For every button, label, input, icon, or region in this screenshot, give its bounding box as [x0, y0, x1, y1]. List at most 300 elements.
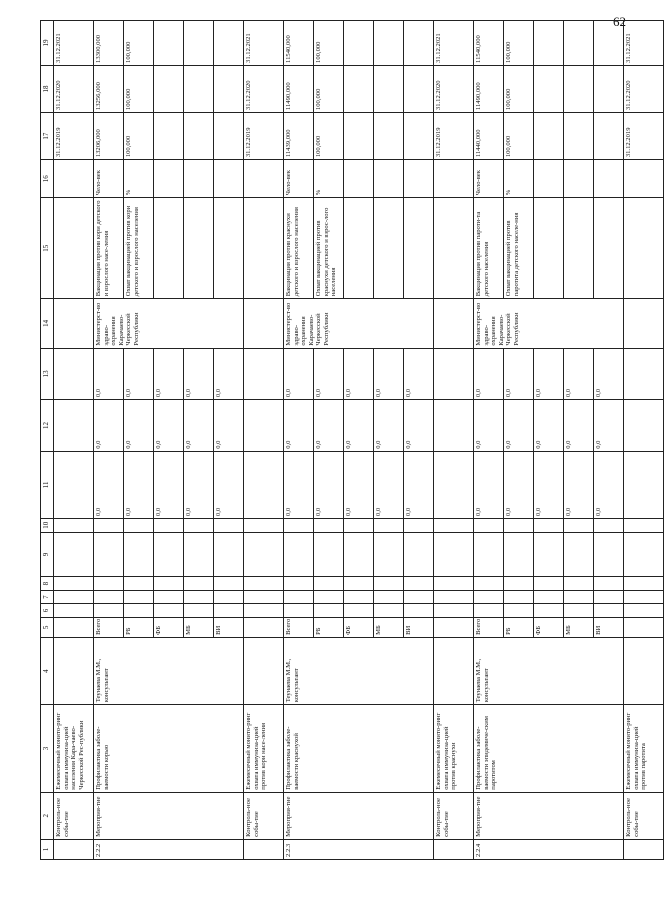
empty-cell — [404, 519, 434, 532]
indicator-unit-cell: % — [504, 160, 534, 198]
finance-source-cell: Всего — [94, 617, 124, 637]
row-name-cell: Ежемесячный монито-ринг охвата иммуниза-цией населения Кара-чаево-Черкесской Рес-публики — [54, 705, 94, 792]
empty-cell — [184, 577, 214, 590]
empty-cell — [184, 113, 214, 160]
finance-value-cell: 0,0 — [534, 348, 564, 400]
empty-cell — [624, 160, 664, 198]
indicator-unit-cell: Чело-век — [94, 160, 124, 198]
control-event-row — [434, 21, 474, 860]
empty-cell — [214, 519, 244, 532]
date-2021-cell: 31.12.2021 — [624, 21, 664, 66]
empty-cell — [344, 519, 374, 532]
finance-value-cell: 0,0 — [314, 451, 344, 518]
empty-cell — [404, 532, 434, 577]
responsible-cell: Теунаева М.М., консультант — [94, 637, 244, 704]
indicator-unit-cell: % — [314, 160, 344, 198]
finance-value-cell: 0,0 — [404, 400, 434, 452]
row-type-cell: Мероприя-тие — [284, 792, 434, 839]
indicator-2019-cell: 13206,000 — [94, 113, 124, 160]
date-2021-cell: 31.12.2021 — [54, 21, 94, 66]
empty-cell — [54, 400, 94, 452]
header-cell: 6 — [41, 604, 54, 617]
empty-cell — [154, 21, 184, 66]
empty-cell — [244, 198, 284, 299]
empty-cell — [564, 113, 594, 160]
header-cell: 17 — [41, 113, 54, 160]
finance-value-cell: 0,0 — [534, 451, 564, 518]
empty-cell — [344, 532, 374, 577]
empty-cell — [344, 21, 374, 66]
finance-value-cell: 0,0 — [564, 348, 594, 400]
empty-cell — [244, 577, 284, 590]
empty-cell — [504, 519, 534, 532]
empty-cell — [564, 532, 594, 577]
column-number-row — [41, 21, 54, 860]
finance-value-cell: 0,0 — [284, 348, 314, 400]
empty-cell — [534, 160, 564, 198]
table-body — [41, 21, 664, 860]
finance-value-cell: 0,0 — [344, 400, 374, 452]
finance-value-cell: 0,0 — [124, 451, 154, 518]
empty-cell — [564, 590, 594, 603]
finance-source-cell: РБ — [314, 617, 344, 637]
indicator-2020-cell: 100,000 — [314, 65, 344, 112]
empty-cell — [184, 604, 214, 617]
date-2020-cell: 31.12.2020 — [624, 65, 664, 112]
finance-value-cell: 0,0 — [594, 400, 624, 452]
row-number-cell — [244, 839, 284, 859]
finance-value-cell: 0,0 — [504, 400, 534, 452]
empty-cell — [434, 160, 474, 198]
finance-value-cell: 0,0 — [344, 348, 374, 400]
header-cell: 19 — [41, 21, 54, 66]
empty-cell — [344, 590, 374, 603]
empty-cell — [54, 532, 94, 577]
finance-value-cell: 0,0 — [474, 400, 504, 452]
date-2019-cell: 31.12.2019 — [244, 113, 284, 160]
indicator-unit-cell: Чело-век — [474, 160, 504, 198]
finance-value-cell: 0,0 — [314, 400, 344, 452]
empty-cell — [214, 198, 244, 299]
row-name-cell: Ежемесячный монито-ринг охвата иммуниза-цией против кори насе-ления — [244, 705, 284, 792]
empty-cell — [594, 113, 624, 160]
finance-source-cell: Всего — [474, 617, 504, 637]
finance-value-cell: 0,0 — [404, 451, 434, 518]
empty-cell — [624, 451, 664, 518]
responsible-cell: Теунаева М.М., консультант — [284, 637, 434, 704]
empty-cell — [374, 198, 404, 299]
empty-cell — [594, 577, 624, 590]
empty-cell — [284, 519, 314, 532]
indicator-2021-cell: 13300,000 — [94, 21, 124, 66]
empty-cell — [434, 299, 474, 348]
empty-cell — [54, 198, 94, 299]
empty-cell — [434, 400, 474, 452]
empty-cell — [564, 519, 594, 532]
row-name-cell: Ежемесячный монито-ринг охвата иммуниза-цией против паротита — [624, 705, 664, 792]
empty-cell — [94, 532, 124, 577]
indicator-2021-cell: 11540,000 — [284, 21, 314, 66]
indicator-2020-cell: 11490,000 — [284, 65, 314, 112]
empty-cell — [404, 577, 434, 590]
indicator-name-cell: Охват вакцинацией против кори детского и взрослого населения — [124, 198, 154, 299]
empty-cell — [314, 590, 344, 603]
row-type-cell: Мероприя-тие — [474, 792, 624, 839]
indicator-2020-cell: 100,000 — [504, 65, 534, 112]
row-type-cell: Контроль-ное собы-тие — [54, 792, 94, 839]
indicator-2020-cell: 13256,000 — [94, 65, 124, 112]
row-type-cell: Контроль-ное собы-тие — [434, 792, 474, 839]
empty-cell — [244, 299, 284, 348]
empty-cell — [474, 577, 504, 590]
empty-cell — [244, 519, 284, 532]
empty-cell — [154, 160, 184, 198]
row-number-cell — [624, 839, 664, 859]
empty-cell — [434, 590, 474, 603]
empty-cell — [344, 160, 374, 198]
empty-cell — [404, 198, 434, 299]
empty-cell — [54, 590, 94, 603]
empty-cell — [624, 198, 664, 299]
empty-cell — [374, 532, 404, 577]
finance-value-cell: 0,0 — [314, 348, 344, 400]
header-cell: 1 — [41, 839, 54, 859]
empty-cell — [244, 348, 284, 400]
empty-cell — [344, 65, 374, 112]
empty-cell — [594, 532, 624, 577]
empty-cell — [624, 400, 664, 452]
finance-source-cell: РБ — [124, 617, 154, 637]
empty-cell — [504, 577, 534, 590]
empty-cell — [564, 604, 594, 617]
header-cell: 4 — [41, 637, 54, 704]
indicator-2019-cell: 100,000 — [124, 113, 154, 160]
empty-cell — [124, 590, 154, 603]
header-cell: 8 — [41, 577, 54, 590]
empty-cell — [534, 113, 564, 160]
empty-cell — [624, 532, 664, 577]
finance-value-cell: 0,0 — [474, 451, 504, 518]
empty-cell — [214, 65, 244, 112]
empty-cell — [314, 604, 344, 617]
date-2019-cell: 31.12.2019 — [54, 113, 94, 160]
finance-source-cell: ФБ — [534, 617, 564, 637]
empty-cell — [154, 577, 184, 590]
empty-cell — [624, 604, 664, 617]
empty-cell — [594, 590, 624, 603]
rotated-page — [40, 20, 648, 860]
row-name-cell: Профилактика заболе-ваемости корью — [94, 705, 244, 792]
empty-cell — [534, 21, 564, 66]
empty-cell — [154, 532, 184, 577]
finance-source-cell: РБ — [504, 617, 534, 637]
empty-cell — [94, 590, 124, 603]
responsible-cell: Теунаева М.М., консультант — [474, 637, 624, 704]
empty-cell — [594, 65, 624, 112]
empty-cell — [504, 590, 534, 603]
empty-cell — [374, 65, 404, 112]
measure-finance-row — [94, 21, 124, 860]
empty-cell — [624, 617, 664, 637]
date-2021-cell: 31.12.2021 — [434, 21, 474, 66]
header-cell: 15 — [41, 198, 54, 299]
empty-cell — [624, 348, 664, 400]
empty-cell — [534, 519, 564, 532]
header-cell: 9 — [41, 532, 54, 577]
finance-value-cell: 0,0 — [214, 400, 244, 452]
header-cell: 12 — [41, 400, 54, 452]
finance-value-cell: 0,0 — [344, 451, 374, 518]
finance-value-cell: 0,0 — [184, 400, 214, 452]
empty-cell — [184, 21, 214, 66]
empty-cell — [594, 21, 624, 66]
empty-cell — [154, 590, 184, 603]
finance-source-cell: ВИ — [594, 617, 624, 637]
empty-cell — [534, 590, 564, 603]
empty-cell — [94, 604, 124, 617]
row-number-cell: 2.2.3 — [284, 839, 434, 859]
finance-value-cell: 0,0 — [374, 451, 404, 518]
finance-source-cell: МБ — [374, 617, 404, 637]
indicator-2021-cell: 100,000 — [504, 21, 534, 66]
empty-cell — [594, 604, 624, 617]
empty-cell — [564, 577, 594, 590]
empty-cell — [214, 113, 244, 160]
header-cell: 10 — [41, 519, 54, 532]
indicator-2021-cell: 100,000 — [314, 21, 344, 66]
header-cell: 5 — [41, 617, 54, 637]
finance-value-cell: 0,0 — [564, 451, 594, 518]
empty-cell — [214, 160, 244, 198]
finance-value-cell: 0,0 — [124, 400, 154, 452]
finance-value-cell: 0,0 — [594, 451, 624, 518]
row-number-cell — [434, 839, 474, 859]
empty-cell — [154, 604, 184, 617]
program-table — [40, 20, 664, 860]
indicator-2019-cell: 11439,000 — [284, 113, 314, 160]
empty-cell — [374, 519, 404, 532]
empty-cell — [94, 519, 124, 532]
empty-cell — [434, 451, 474, 518]
header-cell: 16 — [41, 160, 54, 198]
finance-value-cell: 0,0 — [214, 348, 244, 400]
empty-cell — [434, 577, 474, 590]
empty-cell — [564, 65, 594, 112]
empty-cell — [54, 451, 94, 518]
indicator-name-cell: Вакцинация против пароти-та детского населения — [474, 198, 504, 299]
row-type-cell: Контроль-ное собы-тие — [624, 792, 664, 839]
control-event-row — [624, 21, 664, 860]
finance-value-cell: 0,0 — [534, 400, 564, 452]
empty-cell — [434, 198, 474, 299]
finance-value-cell: 0,0 — [184, 451, 214, 518]
empty-cell — [624, 590, 664, 603]
empty-cell — [184, 532, 214, 577]
empty-cell — [184, 519, 214, 532]
indicator-2019-cell: 11440,000 — [474, 113, 504, 160]
executor-cell: Министерст-во здраво-охранения Карачаево-Черкесской Республики — [94, 299, 244, 348]
empty-cell — [374, 113, 404, 160]
row-number-cell: 2.2.4 — [474, 839, 624, 859]
empty-cell — [184, 160, 214, 198]
header-cell: 18 — [41, 65, 54, 112]
empty-cell — [124, 519, 154, 532]
finance-source-cell: МБ — [564, 617, 594, 637]
page-number: 62 — [613, 14, 626, 29]
control-event-row — [54, 21, 94, 860]
empty-cell — [564, 160, 594, 198]
empty-cell — [244, 617, 284, 637]
empty-cell — [124, 532, 154, 577]
empty-cell — [534, 604, 564, 617]
row-type-cell: Контроль-ное собы-тие — [244, 792, 284, 839]
finance-value-cell: 0,0 — [124, 348, 154, 400]
empty-cell — [314, 519, 344, 532]
header-cell: 11 — [41, 451, 54, 518]
indicator-2020-cell: 100,000 — [124, 65, 154, 112]
empty-cell — [214, 604, 244, 617]
row-name-cell: Ежемесячный монито-ринг охвата иммуниза-цией против краснухи — [434, 705, 474, 792]
empty-cell — [504, 604, 534, 617]
header-cell: 2 — [41, 792, 54, 839]
indicator-2019-cell: 100,000 — [504, 113, 534, 160]
empty-cell — [284, 577, 314, 590]
row-number-cell — [54, 839, 94, 859]
empty-cell — [184, 590, 214, 603]
empty-cell — [344, 198, 374, 299]
row-name-cell: Профилактика заболе-ваемости краснухой — [284, 705, 434, 792]
empty-cell — [474, 519, 504, 532]
indicator-name-cell: Вакцинация против кори детского и взрослого насе-ления — [94, 198, 124, 299]
empty-cell — [124, 577, 154, 590]
date-2020-cell: 31.12.2020 — [54, 65, 94, 112]
empty-cell — [374, 590, 404, 603]
empty-cell — [374, 160, 404, 198]
empty-cell — [244, 590, 284, 603]
empty-cell — [374, 577, 404, 590]
finance-value-cell: 0,0 — [94, 400, 124, 452]
empty-cell — [344, 113, 374, 160]
finance-source-cell: ФБ — [154, 617, 184, 637]
empty-cell — [244, 400, 284, 452]
date-2019-cell: 31.12.2019 — [624, 113, 664, 160]
indicator-2021-cell: 11540,000 — [474, 21, 504, 66]
row-number-cell: 2.2.2 — [94, 839, 244, 859]
empty-cell — [244, 532, 284, 577]
indicator-2019-cell: 100,000 — [314, 113, 344, 160]
indicator-2021-cell: 100,000 — [124, 21, 154, 66]
empty-cell — [474, 604, 504, 617]
empty-cell — [284, 532, 314, 577]
finance-value-cell: 0,0 — [404, 348, 434, 400]
empty-cell — [434, 532, 474, 577]
header-cell: 3 — [41, 705, 54, 792]
finance-value-cell: 0,0 — [564, 400, 594, 452]
empty-cell — [594, 198, 624, 299]
empty-cell — [624, 519, 664, 532]
empty-cell — [434, 519, 474, 532]
finance-value-cell: 0,0 — [94, 451, 124, 518]
empty-cell — [474, 532, 504, 577]
empty-cell — [344, 577, 374, 590]
finance-value-cell: 0,0 — [374, 400, 404, 452]
finance-value-cell: 0,0 — [154, 451, 184, 518]
empty-cell — [344, 604, 374, 617]
empty-cell — [184, 65, 214, 112]
finance-value-cell: 0,0 — [154, 400, 184, 452]
empty-cell — [314, 577, 344, 590]
empty-cell — [434, 637, 474, 704]
empty-cell — [534, 198, 564, 299]
empty-cell — [434, 604, 474, 617]
measure-finance-row — [474, 21, 504, 860]
measure-finance-row — [284, 21, 314, 860]
empty-cell — [404, 590, 434, 603]
empty-cell — [624, 637, 664, 704]
empty-cell — [434, 348, 474, 400]
finance-value-cell: 0,0 — [374, 348, 404, 400]
empty-cell — [434, 617, 474, 637]
header-cell: 14 — [41, 299, 54, 348]
empty-cell — [474, 590, 504, 603]
indicator-2020-cell: 11490,000 — [474, 65, 504, 112]
empty-cell — [154, 198, 184, 299]
date-2020-cell: 31.12.2020 — [434, 65, 474, 112]
empty-cell — [404, 604, 434, 617]
empty-cell — [534, 65, 564, 112]
empty-cell — [54, 348, 94, 400]
empty-cell — [244, 451, 284, 518]
empty-cell — [284, 590, 314, 603]
empty-cell — [564, 198, 594, 299]
empty-cell — [124, 604, 154, 617]
finance-value-cell: 0,0 — [474, 348, 504, 400]
indicator-unit-cell: Чело-век — [284, 160, 314, 198]
empty-cell — [404, 113, 434, 160]
empty-cell — [54, 299, 94, 348]
empty-cell — [214, 590, 244, 603]
empty-cell — [624, 299, 664, 348]
empty-cell — [564, 21, 594, 66]
indicator-name-cell: Охват вакцинацией против краснухи детского и взрос-лого населения — [314, 198, 344, 299]
empty-cell — [594, 160, 624, 198]
row-name-cell: Профилактика заболе-ваемости эпидемиче-ским паротитом — [474, 705, 624, 792]
executor-cell: Министерст-во здраво-охранения Карачаево-Черкесской Республики — [474, 299, 624, 348]
empty-cell — [54, 604, 94, 617]
date-2019-cell: 31.12.2019 — [434, 113, 474, 160]
finance-value-cell: 0,0 — [284, 451, 314, 518]
empty-cell — [184, 198, 214, 299]
indicator-name-cell: Охват вакцинацией против паротита детского населе-ния — [504, 198, 534, 299]
finance-value-cell: 0,0 — [184, 348, 214, 400]
empty-cell — [404, 65, 434, 112]
empty-cell — [534, 532, 564, 577]
empty-cell — [374, 604, 404, 617]
empty-cell — [214, 577, 244, 590]
control-event-row — [244, 21, 284, 860]
empty-cell — [54, 519, 94, 532]
empty-cell — [54, 617, 94, 637]
finance-value-cell: 0,0 — [504, 348, 534, 400]
finance-value-cell: 0,0 — [594, 348, 624, 400]
empty-cell — [54, 577, 94, 590]
empty-cell — [214, 532, 244, 577]
empty-cell — [244, 604, 284, 617]
empty-cell — [404, 21, 434, 66]
executor-cell: Министерст-во здраво-охранения Карачаево-Черкесской Республики — [284, 299, 434, 348]
header-cell: 7 — [41, 590, 54, 603]
empty-cell — [214, 21, 244, 66]
